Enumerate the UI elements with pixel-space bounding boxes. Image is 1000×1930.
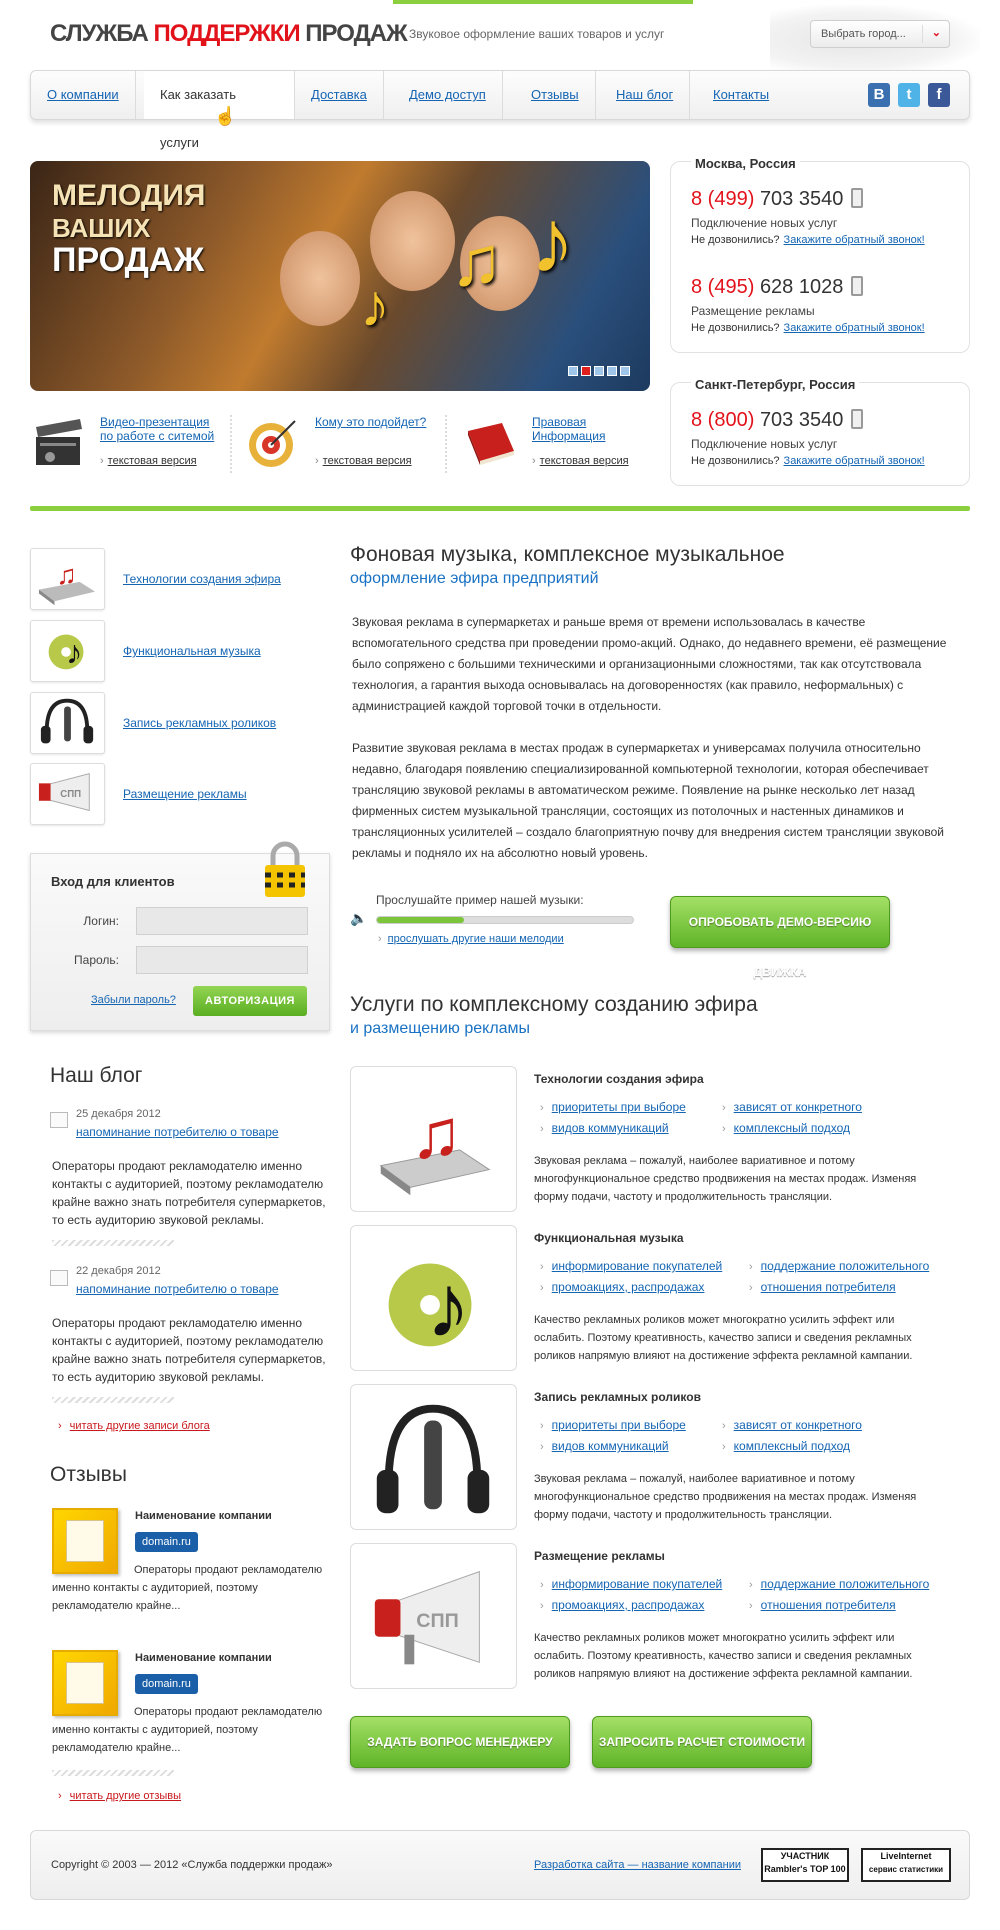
- headphones-icon: [350, 1384, 517, 1530]
- blog-post-link[interactable]: напоминание потребителю о товаре: [76, 1282, 279, 1296]
- book-icon: [462, 415, 518, 471]
- sidebar-item-label[interactable]: Технологии создания эфира: [123, 572, 281, 586]
- login-submit-button[interactable]: АВТОРИЗАЦИЯ: [193, 986, 307, 1016]
- rambler-top100-badge[interactable]: УЧАСТНИК Rambler's TOP 100: [761, 1848, 849, 1882]
- facebook-icon[interactable]: f: [928, 83, 950, 107]
- music-note-icon: ♪: [530, 192, 575, 292]
- blog-post-text: Операторы продают рекламодателю именно контакты с аудиторией, поэтому рекламодателю крайне важно знать потребителя супермаркетов, то есть аудиторию звуковой рекламы.: [52, 1159, 326, 1227]
- blog-post-link[interactable]: напоминание потребителю о товаре: [76, 1125, 279, 1139]
- contact-city: Москва, Россия: [691, 156, 800, 171]
- cd-note-icon: [350, 1225, 517, 1371]
- review-company-name: Наименование компании: [135, 1510, 272, 1522]
- svg-text:♫: ♫: [410, 1094, 463, 1173]
- try-demo-button[interactable]: ОПРОБОВАТЬ ДЕМО-ВЕРСИЮ ДВИЖКА: [670, 896, 890, 948]
- promo-link[interactable]: Видео-презентация по работе с ситемой: [100, 415, 215, 443]
- request-price-button[interactable]: ЗАПРОСИТЬ РАСЧЕТ СТОИМОСТИ: [592, 1716, 812, 1768]
- svg-text:СПП: СПП: [60, 788, 82, 800]
- divider: [445, 415, 447, 473]
- chevron-down-icon: ⌄: [931, 27, 941, 39]
- service-link[interactable]: › поддержание положительного: [749, 1259, 930, 1273]
- svg-text:СПП: СПП: [416, 1609, 459, 1632]
- liveinternet-badge[interactable]: LiveInternet сервис статистики: [861, 1848, 951, 1882]
- slider-dot[interactable]: [594, 366, 604, 376]
- reviews-more-link[interactable]: › читать другие отзывы: [58, 1790, 182, 1802]
- slider-dots: [568, 366, 630, 376]
- nav-item-delivery[interactable]: Доставка: [295, 71, 384, 119]
- service-description: Качество рекламных роликов может многократно усилить эффект или ослабить. Поэтому креативность, качество записи и сведения рекламных роликов напрямую влияют на достижение эффекта рекламной кампании.: [534, 1314, 913, 1362]
- nav-item-blog[interactable]: Наш блог: [600, 71, 690, 119]
- city-select-value: Выбрать город...: [821, 28, 906, 40]
- review-text: Операторы продают рекламодателю именно контакты с аудиторией, поэтому рекламодателю крайне...: [52, 1706, 323, 1754]
- main-title: Фоновая музыка, комплексное музыкальное: [350, 543, 785, 566]
- svg-text:♪: ♪: [66, 633, 83, 671]
- review-company-name: Наименование компании: [135, 1652, 272, 1664]
- phone-number[interactable]: 8 (800) 703 3540: [691, 409, 863, 432]
- review-text: Операторы продают рекламодателю именно контакты с аудиторией, поэтому рекламодателю крайне...: [52, 1564, 323, 1612]
- phone-number[interactable]: 8 (499) 703 3540: [691, 188, 863, 211]
- contacts-spb: [670, 377, 970, 486]
- slider-dot[interactable]: [607, 366, 617, 376]
- mobile-phone-icon: [851, 188, 863, 208]
- callback-link[interactable]: Закажите обратный звонок!: [783, 455, 925, 467]
- contact-city: Санкт-Петербург, Россия: [691, 377, 859, 392]
- sidebar-item-label[interactable]: Размещение рекламы: [123, 787, 247, 801]
- city-select[interactable]: [810, 20, 950, 48]
- sidebar-item-placement[interactable]: [30, 763, 320, 827]
- reviews-title: Отзывы: [50, 1463, 127, 1486]
- promo-text-version[interactable]: › текстовая версия: [100, 455, 197, 467]
- login-title: Вход для клиентов: [51, 874, 175, 889]
- services-title: Услуги по комплексному созданию эфира: [350, 993, 758, 1016]
- slider-dot[interactable]: [568, 366, 578, 376]
- sidebar-item-label[interactable]: Запись рекламных роликов: [123, 716, 277, 730]
- player-progress-fill: [377, 917, 464, 923]
- megaphone-icon: [350, 1543, 517, 1689]
- sidebar-item-recording[interactable]: [30, 692, 320, 756]
- player-more-link[interactable]: › прослушать другие наши мелодии: [378, 933, 564, 945]
- callback-row: Не дозвонились? Закажите обратный звонок!: [691, 234, 925, 246]
- service-link[interactable]: › отношения потребителя: [749, 1598, 896, 1612]
- top-accent-bar: [393, 0, 693, 4]
- copyright-text: Copyright © 2003 — 2012 «Служба поддержки продаж»: [51, 1859, 333, 1871]
- nav-item-contacts[interactable]: Контакты: [713, 87, 770, 102]
- service-link[interactable]: › информирование покупателей: [540, 1577, 723, 1591]
- banner-headline-3: ПРОДАЖ: [52, 241, 205, 279]
- banner-person: [280, 231, 360, 326]
- phone-description: Подключение новых услуг: [691, 216, 838, 230]
- service-link[interactable]: › приоритеты при выборе: [540, 1418, 686, 1432]
- sidebar-item-tech[interactable]: [30, 548, 320, 612]
- service-link[interactable]: › промоакциях, распродажах: [540, 1598, 705, 1612]
- promo-who-fits: [245, 410, 435, 480]
- divider: [52, 1240, 174, 1246]
- mouse-cursor-icon: ☝: [214, 106, 237, 126]
- music-player-icon: [350, 1066, 517, 1212]
- main-subtitle: оформление эфира предприятий: [350, 570, 599, 587]
- twitter-icon[interactable]: t: [898, 83, 920, 107]
- target-icon: [245, 415, 301, 471]
- svg-text:♫: ♫: [56, 558, 77, 590]
- callback-link[interactable]: Закажите обратный звонок!: [783, 322, 925, 334]
- player-label: Прослушайте пример нашей музыки:: [376, 893, 584, 907]
- phone-number[interactable]: 8 (495) 628 1028: [691, 276, 863, 299]
- divider: [52, 1397, 174, 1403]
- service-link[interactable]: › видов коммуникаций: [540, 1439, 669, 1453]
- review-domain-badge[interactable]: domain.ru: [135, 1674, 198, 1694]
- promo-text-version[interactable]: › текстовая версия: [315, 455, 412, 467]
- divider: [52, 1770, 174, 1776]
- sidebar-item-label[interactable]: Функциональная музыка: [123, 644, 261, 658]
- phone-description: Размещение рекламы: [691, 304, 815, 318]
- nav-item-reviews[interactable]: Отзывы: [515, 71, 596, 119]
- services-subtitle: и размещению рекламы: [350, 1020, 531, 1037]
- main-paragraph: Звуковая реклама в супермаркетах и раньше время от времени использовалась в качестве вспомогательного средства при проведении промо-акций. Однако, до недавнего времени, её размещение было сопряжено с большими техническими и организационными сложностями, так как отсутствовала технология, а гарантия выхода основывалась на договоренностях (как правило, неформальных) с администрацией каждой торговой точки в отдельности.: [352, 615, 947, 713]
- contacts-moscow: [670, 156, 970, 353]
- music-note-icon: ♪: [360, 272, 390, 339]
- nav-item-about[interactable]: О компании: [31, 71, 136, 119]
- sidebar-item-music[interactable]: [30, 620, 320, 684]
- service-link[interactable]: › комплексный подход: [722, 1121, 851, 1135]
- speaker-icon[interactable]: 🔈: [350, 910, 368, 926]
- nav-item-demo[interactable]: Демо доступ: [393, 71, 503, 119]
- main-paragraph: Развитие звуковая реклама в местах продаж в супермаркетах и универсамах получила относительно недавно, благодаря появлению специализированной компьютерной технологии, которая обеспечивает трансляцию звуковой рекламы в автоматическом режиме. Появление на рынке несколько лет назад фирменных систем музыкальной трансляции, состоящих из потолочных и настенных динамиков и трансляционных усилителей – создало благоприятную почву для внедрения систем трансляции звуковой рекламы и подняло их на абсолютно новый уровень.: [352, 741, 944, 860]
- section-divider: [30, 506, 970, 511]
- site-logo[interactable]: СЛУЖБА ПОДДЕРЖКИ ПРОДАЖ: [50, 20, 407, 47]
- password-input[interactable]: [136, 946, 308, 974]
- svg-text:♪: ♪: [426, 1256, 471, 1356]
- blog-title: Наш блог: [50, 1064, 143, 1087]
- blog-post-text: Операторы продают рекламодателю именно контакты с аудиторией, поэтому рекламодателю крайне важно знать потребителя супермаркетов, то есть аудиторию звуковой рекламы.: [52, 1316, 326, 1384]
- blog-more-link[interactable]: › читать другие записи блога: [58, 1420, 210, 1432]
- service-link[interactable]: › зависят от конкретного: [722, 1100, 862, 1114]
- music-note-icon: ♫: [450, 222, 503, 300]
- hero-banner[interactable]: [30, 161, 650, 391]
- service-link[interactable]: › приоритеты при выборе: [540, 1100, 686, 1114]
- slider-dot-active[interactable]: [581, 366, 591, 376]
- blog-post-date: 25 декабря 2012: [76, 1108, 161, 1120]
- service-link[interactable]: › комплексный подход: [722, 1439, 851, 1453]
- document-icon: [50, 1270, 68, 1286]
- headphones-icon: [30, 692, 105, 754]
- callback-row: Не дозвонились? Закажите обратный звонок!: [691, 455, 925, 467]
- service-link[interactable]: › поддержание положительного: [749, 1577, 930, 1591]
- service-description: Звуковая реклама – пожалуй, наиболее вариативное и потому многофункциональное средство продвижения на местах продаж. Изменяя форму подачи, частоту и продолжительность трансляции.: [534, 1473, 917, 1521]
- promo-legal: [462, 410, 652, 480]
- ask-manager-button[interactable]: ЗАДАТЬ ВОПРОС МЕНЕДЖЕРУ: [350, 1716, 570, 1768]
- slider-dot[interactable]: [620, 366, 630, 376]
- music-player-icon: [30, 548, 105, 610]
- city-select-divider: [922, 25, 923, 43]
- callback-row: Не дозвонились? Закажите обратный звонок!: [691, 322, 925, 334]
- banner-headline-1: МЕЛОДИЯ: [52, 179, 206, 212]
- developer-link[interactable]: Разработка сайта — название компании: [534, 1859, 741, 1871]
- mobile-phone-icon: [851, 409, 863, 429]
- service-link[interactable]: › зависят от конкретного: [722, 1418, 862, 1432]
- forgot-password-link[interactable]: Забыли пароль?: [91, 994, 176, 1006]
- megaphone-icon: [30, 763, 105, 825]
- service-title: Запись рекламных роликов: [534, 1390, 701, 1404]
- promo-link[interactable]: Правовая Информация: [532, 415, 606, 443]
- service-link[interactable]: › видов коммуникаций: [540, 1121, 669, 1135]
- service-description: Звуковая реклама – пожалуй, наиболее вариативное и потому многофункциональное средство продвижения на местах продаж. Изменяя форму подачи, частоту и продолжительность трансляции.: [534, 1155, 917, 1203]
- password-label: Пароль:: [74, 953, 119, 967]
- main-navigation: [30, 70, 970, 150]
- service-title: Технологии создания эфира: [534, 1072, 704, 1086]
- mobile-phone-icon: [851, 276, 863, 296]
- service-link[interactable]: › информирование покупателей: [540, 1259, 723, 1273]
- service-link[interactable]: › промоакциях, распродажах: [540, 1280, 705, 1294]
- blog-post-date: 22 декабря 2012: [76, 1265, 161, 1277]
- divider: [230, 415, 232, 473]
- cd-note-icon: [30, 620, 105, 682]
- clapperboard-icon: [30, 415, 86, 471]
- login-label: Логин:: [83, 914, 119, 928]
- review-domain-badge[interactable]: domain.ru: [135, 1532, 198, 1552]
- document-icon: [50, 1112, 68, 1128]
- promo-video: [30, 410, 220, 480]
- vkontakte-icon[interactable]: B: [868, 83, 890, 107]
- banner-headline-2: ВАШИХ: [52, 213, 151, 243]
- promo-text-version[interactable]: › текстовая версия: [532, 455, 629, 467]
- service-title: Функциональная музыка: [534, 1231, 684, 1245]
- callback-link[interactable]: Закажите обратный звонок!: [783, 234, 925, 246]
- service-link[interactable]: › отношения потребителя: [749, 1280, 896, 1294]
- service-description: Качество рекламных роликов может многократно усилить эффект или ослабить. Поэтому креативность, качество записи и сведения рекламных роликов напрямую влияют на достижение эффекта рекламной кампании.: [534, 1632, 913, 1680]
- nav-item-how-to-order[interactable]: Как заказать услуги: [144, 71, 295, 119]
- site-tagline: Звуковое оформление ваших товаров и услуг: [409, 27, 665, 41]
- service-title: Размещение рекламы: [534, 1549, 665, 1563]
- login-input[interactable]: [136, 907, 308, 935]
- phone-description: Подключение новых услуг: [691, 437, 838, 451]
- padlock-icon: [260, 840, 310, 900]
- promo-link[interactable]: Кому это подойдет?: [315, 415, 427, 429]
- site-footer: [30, 1830, 970, 1900]
